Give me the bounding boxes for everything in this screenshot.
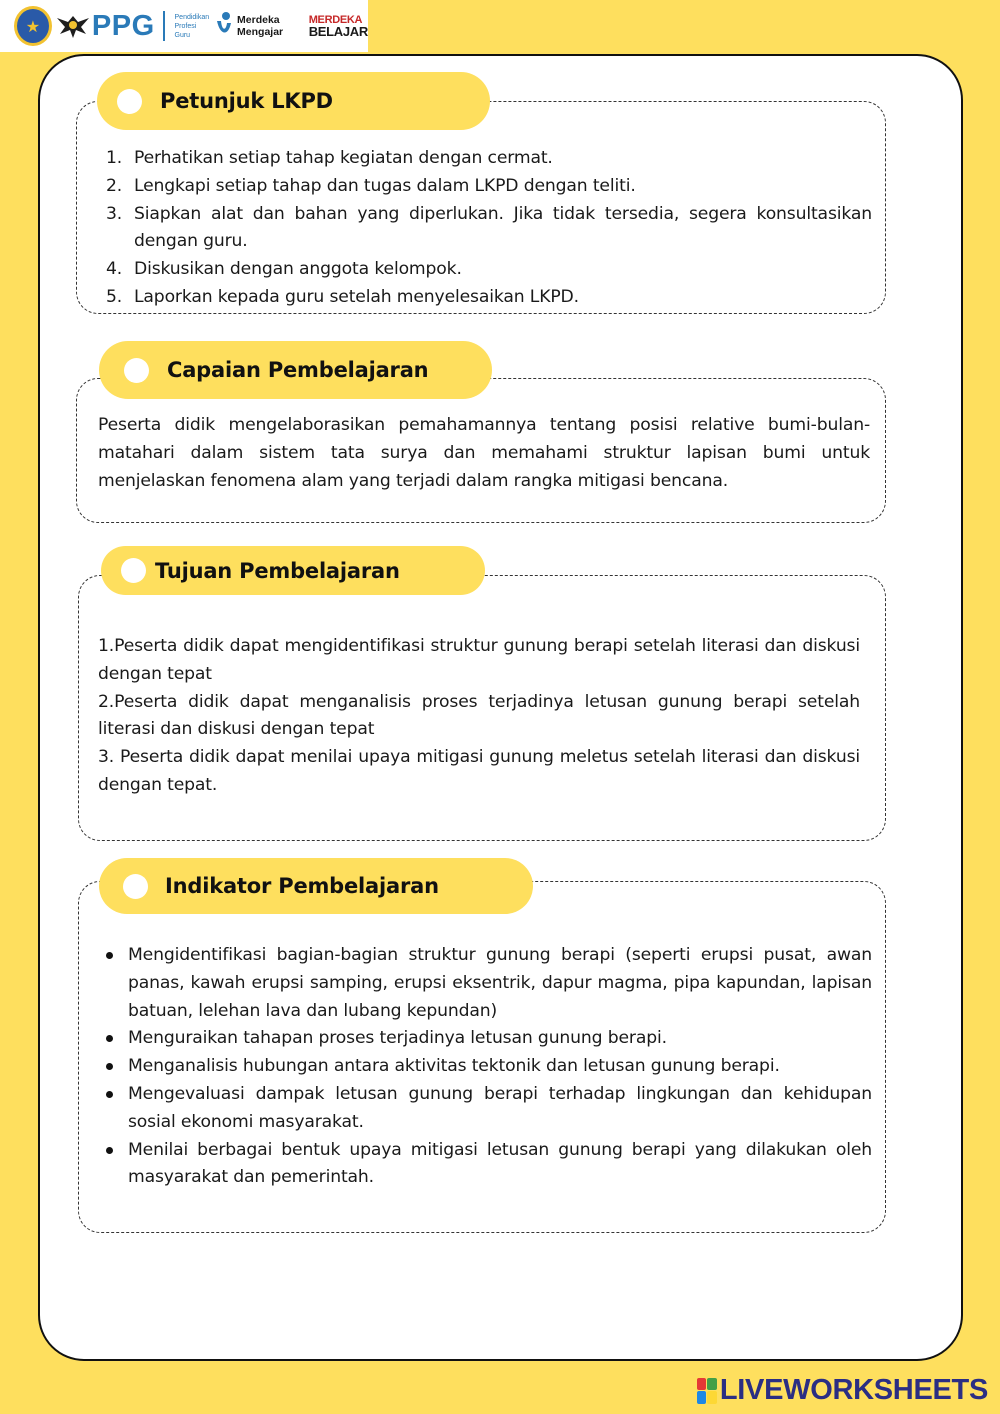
merdeka-belajar-line1: MERDEKA	[308, 14, 363, 26]
petunjuk-list	[106, 145, 872, 312]
list-item: Mengidentifikasi bagian-bagian struktur gunung berapi (seperti erupsi pusat, awan panas, kawah erupsi samping, erupsi eksentrik, dapur magma, pipa kapundan, lapisan batuan, lelehan lava dan lubang kepundan)	[100, 942, 872, 1025]
pill-dot-icon	[121, 558, 146, 583]
merdeka-belajar-logo	[309, 14, 368, 38]
merdeka-mengajar-mark-icon	[214, 11, 234, 41]
petunjuk-title: Petunjuk LKPD	[160, 89, 333, 113]
petunjuk-content	[106, 145, 872, 312]
capaian-pill	[99, 341, 492, 399]
bullet-icon	[106, 1147, 113, 1154]
merdeka-mengajar-text: Merdeka Mengajar	[237, 14, 284, 38]
tujuan-title: Tujuan Pembelajaran	[155, 558, 400, 583]
indikator-title: Indikator Pembelajaran	[165, 874, 439, 898]
merdeka-belajar-line2: BELAJAR	[308, 24, 368, 39]
indikator-list	[100, 942, 872, 1192]
list-item: Menilai berbagai bentuk upaya mitigasi letusan gunung berapi yang dilakukan oleh masyarakat dan pemerintah.	[100, 1137, 872, 1193]
worksheet-card	[38, 54, 963, 1361]
pill-dot-icon	[124, 358, 149, 383]
bullet-icon	[106, 1091, 113, 1098]
list-item: 3. Siapkan alat dan bahan yang diperlukan. Jika tidak tersedia, segera konsultasikan dengan guru.	[106, 203, 872, 252]
bullet-icon	[106, 952, 113, 959]
watermark-text: LIVEWORKSHEETS	[719, 1374, 988, 1406]
logo-divider	[163, 11, 165, 41]
capaian-text: Peserta didik mengelaborasikan pemahamannya tentang posisi relative bumi-bulan-matahari dalam sistem tata surya dan memahami struktur lapisan bumi untuk menjelaskan fenomena alam yang terjadi dalam rangka mitigasi bencana.	[98, 415, 870, 491]
tujuan-item-1: 1.Peserta didik dapat mengidentifikasi struktur gunung berapi setelah literasi dan diskusi dengan tepat	[98, 636, 860, 684]
pill-dot-icon	[123, 874, 148, 899]
list-item: 2. Lengkapi setiap tahap dan tugas dalam LKPD dengan teliti.	[106, 175, 636, 196]
indikator-pill	[99, 858, 533, 914]
list-item: 4. Diskusikan dengan anggota kelompok.	[106, 259, 462, 280]
tujuan-pill	[101, 546, 485, 595]
list-item: Menguraikan tahapan proses terjadinya letusan gunung berapi.	[100, 1025, 872, 1053]
ppg-subtitle: Pendidikan Profesi Guru	[174, 13, 210, 39]
tujuan-content	[98, 633, 860, 800]
list-item: 5. Laporkan kepada guru setelah menyelesaikan LKPD.	[106, 286, 579, 307]
indikator-content	[100, 942, 872, 1192]
garuda-icon	[56, 11, 90, 41]
bullet-icon	[106, 1035, 113, 1042]
petunjuk-pill	[97, 72, 490, 130]
bullet-icon	[106, 1063, 113, 1070]
liveworksheets-watermark	[697, 1374, 988, 1407]
list-item: 1. Perhatikan setiap tahap kegiatan dengan cermat.	[106, 148, 553, 168]
tujuan-item-2: 2.Peserta didik dapat menganalisis proses terjadinya letusan gunung berapi setelah literasi dan diskusi dengan tepat	[98, 691, 860, 740]
liveworksheets-logo-icon	[697, 1378, 717, 1404]
list-item: Menganalisis hubungan antara aktivitas tektonik dan letusan gunung berapi.	[100, 1053, 872, 1081]
tut-wuri-handayani-emblem-icon: ★	[14, 6, 52, 46]
capaian-content	[98, 412, 870, 495]
pill-dot-icon	[117, 89, 142, 114]
ppg-logo-text: PPG	[91, 9, 155, 42]
tujuan-item-3: 3. Peserta didik dapat menilai upaya mitigasi gunung meletus setelah literasi dan diskusi dengan tepat.	[98, 747, 860, 795]
capaian-title: Capaian Pembelajaran	[167, 358, 429, 382]
logo-strip	[0, 0, 368, 52]
list-item: Mengevaluasi dampak letusan gunung berapi terhadap lingkungan dan kehidupan sosial ekonomi masyarakat.	[100, 1081, 872, 1137]
